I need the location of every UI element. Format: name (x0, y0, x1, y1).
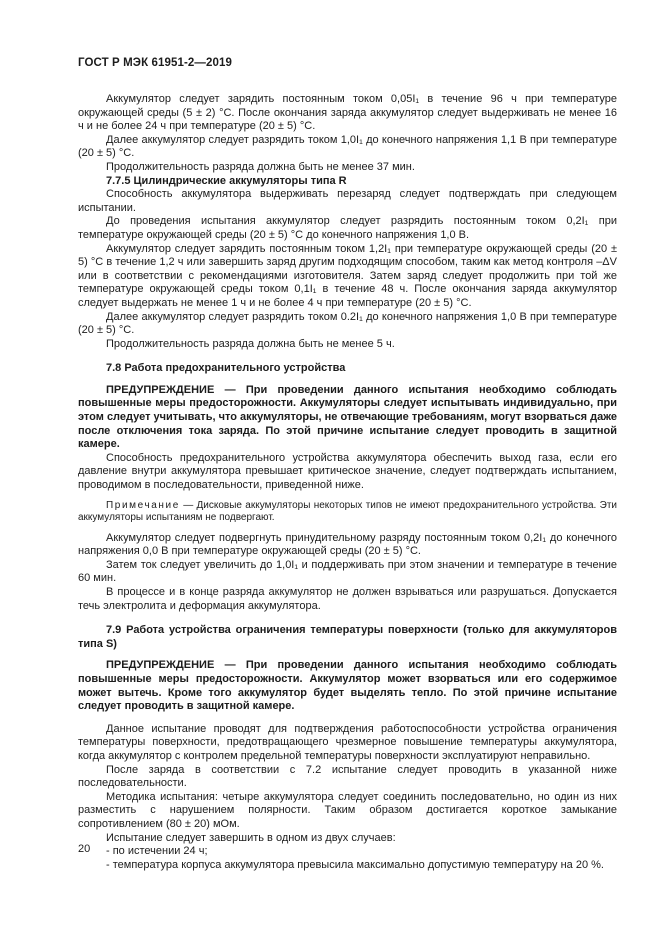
document-body (78, 93, 617, 872)
list-item: - по истечении 24 ч; (106, 845, 208, 858)
paragraph: До проведения испытания аккумулятор следует разрядить постоянным током 0,2I₁ при температуре окружающей среды (20 ± 5) °С до конечного напряжения 1,0 В. (78, 215, 617, 241)
document-header: ГОСТ Р МЭК 61951-2—2019 (78, 57, 232, 69)
paragraph: Аккумулятор следует подвергнуть принудительному разряду постоянным током 0,2I₁ до конечного напряжения 0,0 В при температуре окружающей среды (20 ± 5) °С. (78, 531, 617, 558)
page-number: 20 (78, 843, 91, 855)
warning-paragraph: ПРЕДУПРЕЖДЕНИЕ — При проведении данного испытания необходимо соблюдать повышенные меры предосторожности. Аккумулятор может взорваться или его содержимое может вытечь. Кроме того аккумулятор будет выделять тепло. По этой причине испытание следует проводить в защитной камере. (78, 659, 617, 713)
note (78, 500, 617, 525)
section-heading-7-9: 7.9 Работа устройства ограничения температуры поверхности (только для аккумуляторов типа S) (78, 624, 617, 650)
paragraph: Далее аккумулятор следует разрядить током 0.2I₁ до конечного напряжения 1,0 В при температуре (20 ± 5) °С. (78, 310, 617, 337)
paragraph: Методика испытания: четыре аккумулятора следует соединить последовательно, но один из них разместить с нарушением полярности. Таким образом достигается короткое замыкание сопротивлением (80 ± 20) мОм. (78, 790, 617, 830)
paragraph: Аккумулятор следует зарядить постоянным током 1,2I₁ при температуре окружающей среды (20 ± 5) °С в течение 1,2 ч или завершить заряд другим подходящим способом, таким как метод контроля –ΔV или в соответствии с рекомендациями изготовителя. Затем заряд следует продолжить при той же температуре окружающей среды током 0,1I₁ в течение 48 ч. После окончания заряда аккумулятор следует выдержать не менее 1 ч и не более 4 ч при температуре (20 ± 5) °С. (78, 242, 617, 309)
subsection-heading-7-7-5: 7.7.5 Цилиндрические аккумуляторы типа R (106, 174, 347, 187)
paragraph: Далее аккумулятор следует разрядить током 1,0I₁ до конечного напряжения 1,1 В при температуре (20 ± 5) °С. (78, 133, 617, 160)
paragraph: После заряда в соответствии с 7.2 испытание следует проводить в указанной ниже последовательности. (78, 763, 617, 790)
end-conditions-list (78, 845, 617, 872)
paragraph: Данное испытание проводят для подтверждения работоспособности устройства ограничения температуры поверхности, предотвращающего чрезмерное повышение температуры аккумулятора, когда аккумулятор с контролем предельной температуры поверхности эксплуатируют неправильно. (78, 722, 617, 762)
paragraph: Продолжительность разряда должна быть не менее 5 ч. (106, 337, 395, 350)
paragraph: Продолжительность разряда должна быть не менее 37 мин. (106, 160, 415, 173)
paragraph: Способность аккумулятора выдерживать перезаряд следует подтверждать при следующем испытании. (78, 188, 617, 214)
warning-paragraph: ПРЕДУПРЕЖДЕНИЕ — При проведении данного испытания необходимо соблюдать повышенные меры предосторожности. Аккумуляторы следует испытывать индивидуально, при этом следует учитывать, что аккумуляторы, не отвечающие требованиям, могут взорваться даже после отключения тока заряда. По этой причине испытание следует проводить в защитной камере. (78, 383, 617, 451)
paragraph: Испытание следует завершить в одном из двух случаев: (106, 831, 396, 844)
paragraph: Способность предохранительного устройства аккумулятора обеспечить выход газа, если его давление внутри аккумулятора превышает критическое значение, следует подтверждать испытанием, проводимом в последовательности, приведенной ниже. (78, 451, 617, 492)
paragraph: Затем ток следует увеличить до 1,0I₁ и поддерживать при этом значении и температуре в течение 60 мин. (78, 558, 617, 585)
section-heading-7-8: 7.8 Работа предохранительного устройства (106, 362, 346, 375)
paragraph: Аккумулятор следует зарядить постоянным током 0,05I₁ в течение 96 ч при температуре окружающей среды (5 ± 2) °С. После окончания заряда аккумулятор следует выдерживать не менее 16 ч и не более 24 ч при температуре (20 ± 5) °С. (78, 93, 617, 133)
note-text: — Дисковые аккумуляторы некоторых типов не имеют предохранительного устройства. Эти аккумуляторы испытаниям не подвергают. (78, 499, 617, 524)
list-item: - температура корпуса аккумулятора превысила максимально допустимую температуру на 20 %. (106, 858, 604, 871)
spacer (78, 714, 617, 723)
note-label: Примечание (106, 499, 180, 511)
paragraph: В процессе и в конце разряда аккумулятор не должен взрываться или разрушаться. Допускается течь электролита и деформация аккумулятора. (78, 586, 617, 612)
